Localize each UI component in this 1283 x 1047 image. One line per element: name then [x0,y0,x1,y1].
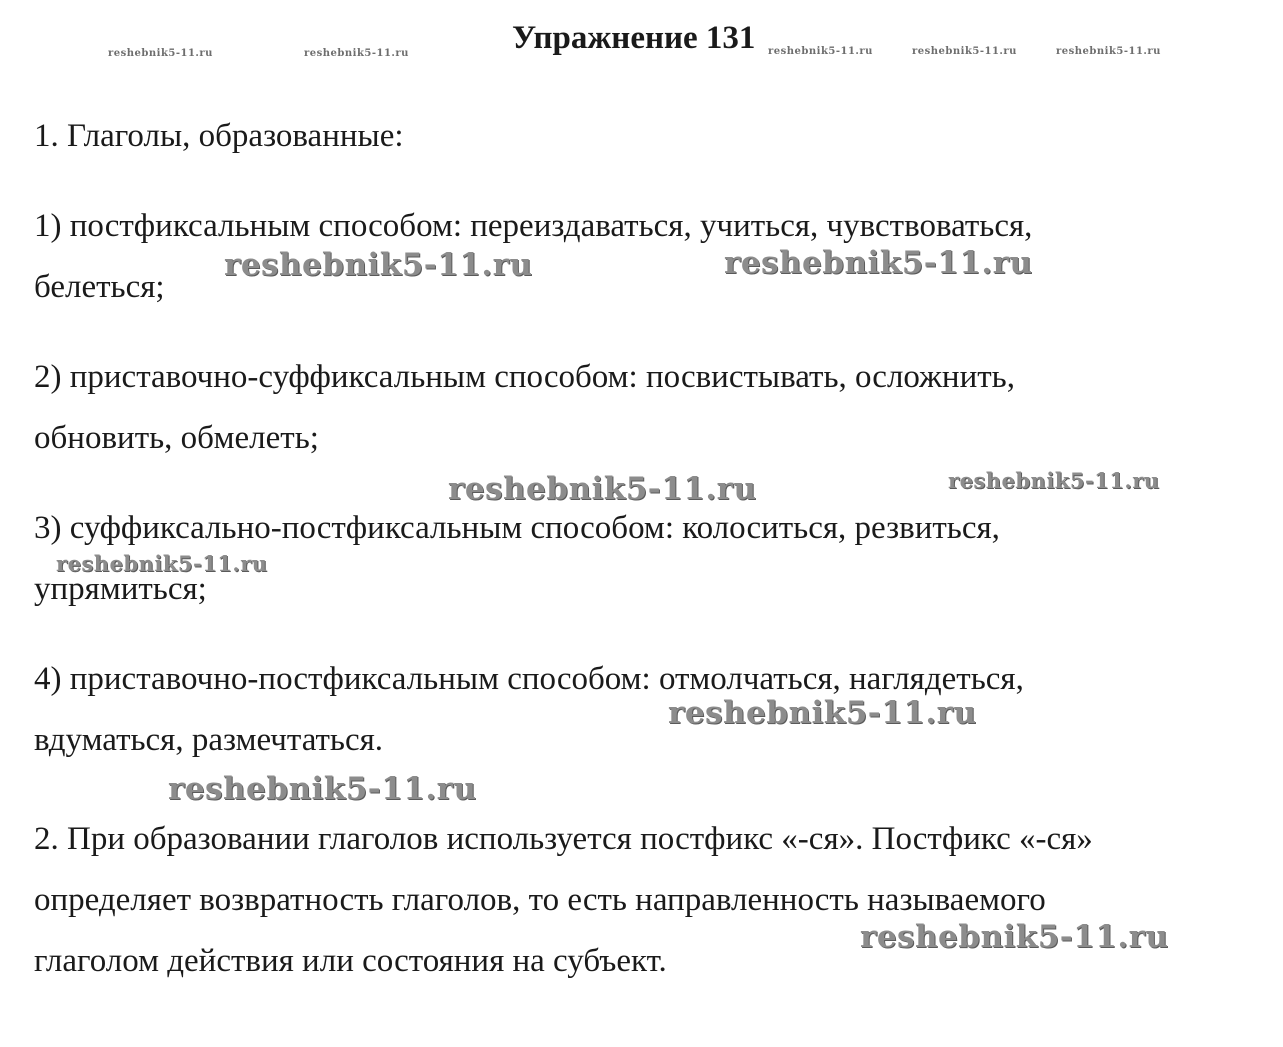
watermark: reshebnik5-11.ru [912,46,1017,57]
text-line: определяет возвратность глаголов, то есть направленность называемого [34,882,1046,918]
text-line: 2. При образовании глаголов используется постфикс «-ся». Постфикс «-ся» [34,821,1093,857]
watermark: reshebnik5-11.ru [168,771,477,807]
page-title: Упражнение 131 [512,20,756,56]
watermark: reshebnik5-11.ru [304,48,409,59]
text-line: 4) приставочно-постфиксальным способом: отмолчаться, наглядеться, [34,661,1024,697]
watermark: reshebnik5-11.ru [724,245,1033,281]
watermark: reshebnik5-11.ru [948,468,1160,493]
watermark: reshebnik5-11.ru [108,48,213,59]
text-line: 1) постфиксальным способом: переиздаваться, учиться, чувствоваться, [34,208,1033,244]
text-line: белеться; [34,269,165,305]
text-line: 1. Глаголы, образованные: [34,118,404,154]
watermark: reshebnik5-11.ru [448,471,757,507]
watermark: reshebnik5-11.ru [768,46,873,57]
text-line: обновить, обмелеть; [34,420,319,456]
text-line: упрямиться; [34,571,207,607]
watermark: reshebnik5-11.ru [1056,46,1161,57]
watermark: reshebnik5-11.ru [56,551,268,576]
watermark: reshebnik5-11.ru [668,695,977,731]
watermark: reshebnik5-11.ru [224,247,533,283]
text-line: вдуматься, размечтаться. [34,722,384,758]
watermark: reshebnik5-11.ru [860,919,1169,955]
text-line: 3) суффиксально-постфиксальным способом: колоситься, резвиться, [34,510,1000,546]
text-line: 2) приставочно-суффиксальным способом: посвистывать, осложнить, [34,359,1015,395]
text-line: глаголом действия или состояния на субъект. [34,943,667,979]
